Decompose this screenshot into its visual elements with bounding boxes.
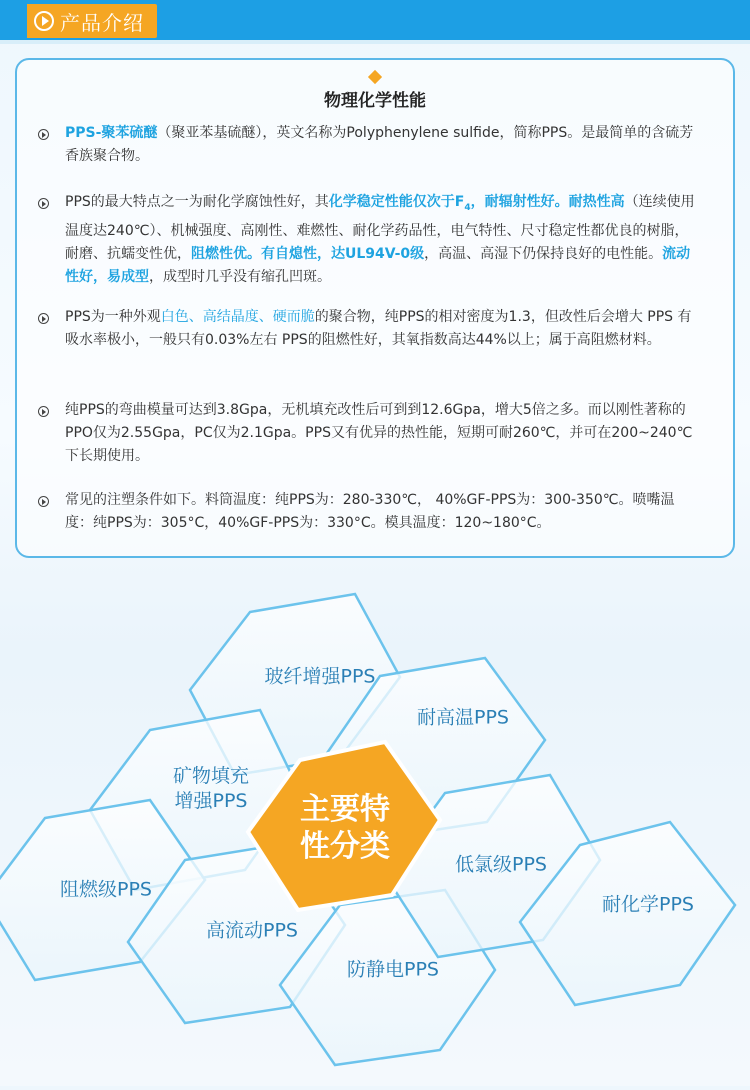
- paragraph-text: 纯PPS的弯曲模量可达到3.8Gpa，无机填充改性后可到到12.6Gpa，增大5倍之多。而以刚性著称的PPO仅为2.55Gpa，PC仅为2.1Gpa。PPS又有优异的热性能，短期可耐260℃，并可在200~240℃下长期使用。: [65, 402, 693, 464]
- hex-label-lowcl: 低氯级PPS: [455, 853, 547, 876]
- section-title: 物理化学性能: [324, 91, 426, 111]
- paragraph-text: PPS的最大特点之一为耐化学腐蚀性好，其: [65, 194, 329, 210]
- highlight-text: PPS-聚苯硫醚: [65, 125, 158, 141]
- paragraph-text: ，成型时几乎没有缩孔凹斑。: [149, 268, 331, 285]
- highlight-text: 流动性好，易成型: [65, 245, 691, 285]
- hex-label-heat: 耐高温PPS: [417, 706, 509, 729]
- section-header-tab: [27, 4, 157, 38]
- hex-center-line2: 性分类: [300, 829, 390, 864]
- paragraph-text: 的聚合物，纯PPS的相对密度为1.3，但改性后会增大 PPS 有吸水率极小，一般只有0.03%左右 PPS的阻燃性好，其氧指数高达44%以上；属于高阻燃材料。: [65, 309, 692, 348]
- hex-label-antistatic: 防静电PPS: [347, 958, 439, 981]
- paragraph-text: （连续使用温度达240℃）、机械强度、高刚性、难燃性、耐化学药品性，电气特性、尺寸稳定性都优良的树脂，耐磨、抗蠕变性优，: [65, 194, 695, 262]
- paragraph-text: 常见的注塑条件如下。料筒温度：纯PPS为：280-330℃， 40%GF-PPS为：300-350℃。喷嘴温度：纯PPS为：305°C，40%GF-PPS为：330°C。模具温度：120~180°C。: [65, 492, 675, 531]
- bullet-icon: [38, 406, 49, 417]
- hex-label-flow: 高流动PPS: [206, 919, 298, 942]
- hex-center-label: [300, 791, 390, 865]
- hex-center-line1: 主要特: [300, 792, 390, 827]
- paragraph-text: PPS为一种外观: [65, 309, 161, 325]
- top-bar-strip: [0, 40, 750, 44]
- highlight-text: 白色、高结晶度、硬而脆: [160, 309, 315, 325]
- hex-label-glass: 玻纤增强PPS: [264, 665, 376, 688]
- hex-label-mineral: [173, 764, 249, 814]
- bullet-icon: [38, 496, 49, 507]
- hex-label-mineral-line1: 矿物填充: [172, 765, 250, 787]
- bullet-icon: [38, 313, 49, 324]
- hex-label-mineral-line2: 增强PPS: [174, 790, 248, 812]
- header-title: 产品介绍: [60, 10, 144, 35]
- highlight-text: 化学稳定性能仅次于F: [328, 194, 465, 210]
- subscript-text: 4: [464, 202, 471, 213]
- hex-label-chem: 耐化学PPS: [602, 893, 694, 916]
- highlight-text: ，耐辐射性好。耐热性高: [470, 194, 625, 210]
- paragraph-1: [65, 122, 700, 168]
- play-circle-icon: [34, 11, 54, 31]
- bullet-icon: [38, 198, 49, 209]
- paragraph-4: [65, 399, 700, 468]
- paragraph-text: （聚亚苯基硫醚），英文名称为Polyphenylene sulfide，简称PPS。是最简单的含硫芳香族聚合物。: [65, 125, 694, 164]
- paragraph-text: ，高温、高湿下仍保持良好的电性能。: [424, 245, 663, 262]
- hex-label-flame: 阻燃级PPS: [60, 878, 152, 901]
- classification-diagram: [0, 560, 750, 1086]
- paragraph-2: [65, 191, 700, 289]
- highlight-text: 阻燃性优。有自熄性，达UL94V-0级: [191, 245, 425, 262]
- bullet-icon: [38, 129, 49, 140]
- paragraph-5: [65, 489, 700, 535]
- paragraph-3: [65, 306, 700, 352]
